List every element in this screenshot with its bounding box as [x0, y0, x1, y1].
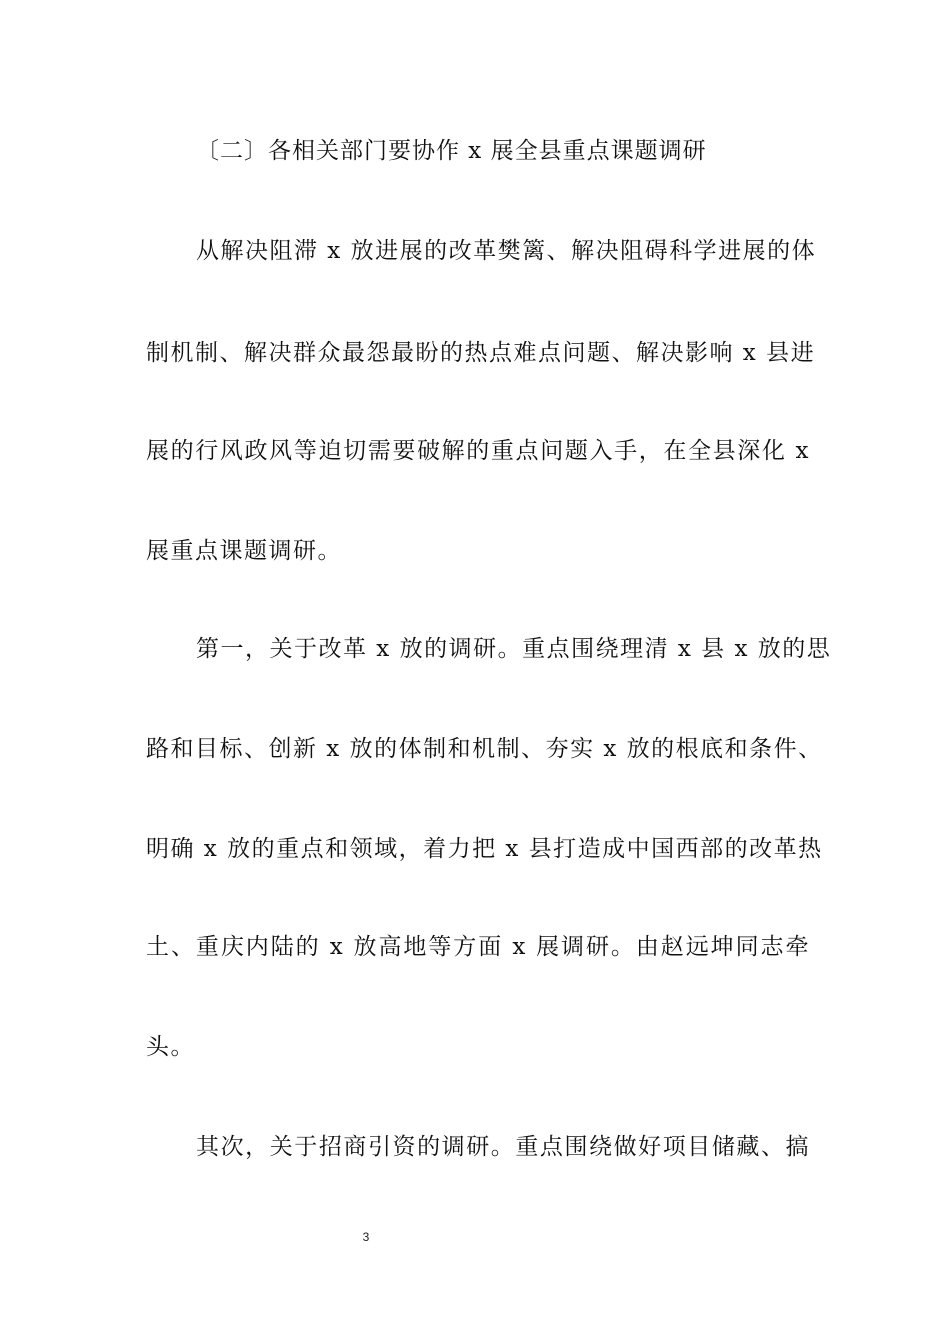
paragraph-2-line-2: 路和目标、创新 x 放的体制和机制、夯实 x 放的根底和条件、: [146, 736, 823, 762]
paragraph-2-line-5: 头。: [146, 1034, 195, 1060]
paragraph-2-line-4: 土、重庆内陆的 x 放高地等方面 x 展调研。由赵远坤同志牵: [146, 934, 810, 960]
paragraph-2-line-3: 明确 x 放的重点和领域，着力把 x 县打造成中国西部的改革热: [146, 836, 823, 862]
paragraph-3-line-1: 其次，关于招商引资的调研。重点围绕做好项目储藏、搞: [196, 1134, 810, 1160]
paragraph-2-line-1: 第一，关于改革 x 放的调研。重点围绕理清 x 县 x 放的思: [196, 636, 832, 662]
paragraph-1-line-3: 展的行风政风等迫切需要破解的重点问题入手，在全县深化 x: [146, 438, 810, 464]
page-number: 3: [362, 1230, 370, 1244]
paragraph-1-line-4: 展重点课题调研。: [146, 538, 342, 564]
paragraph-1-line-1: 从解决阻滞 x 放进展的改革樊篱、解决阻碍科学进展的体: [196, 238, 817, 264]
section-heading: 〔二〕各相关部门要协作 x 展全县重点课题调研: [196, 138, 707, 164]
paragraph-1-line-2: 制机制、解决群众最怨最盼的热点难点问题、解决影响 x 县进: [146, 340, 816, 366]
